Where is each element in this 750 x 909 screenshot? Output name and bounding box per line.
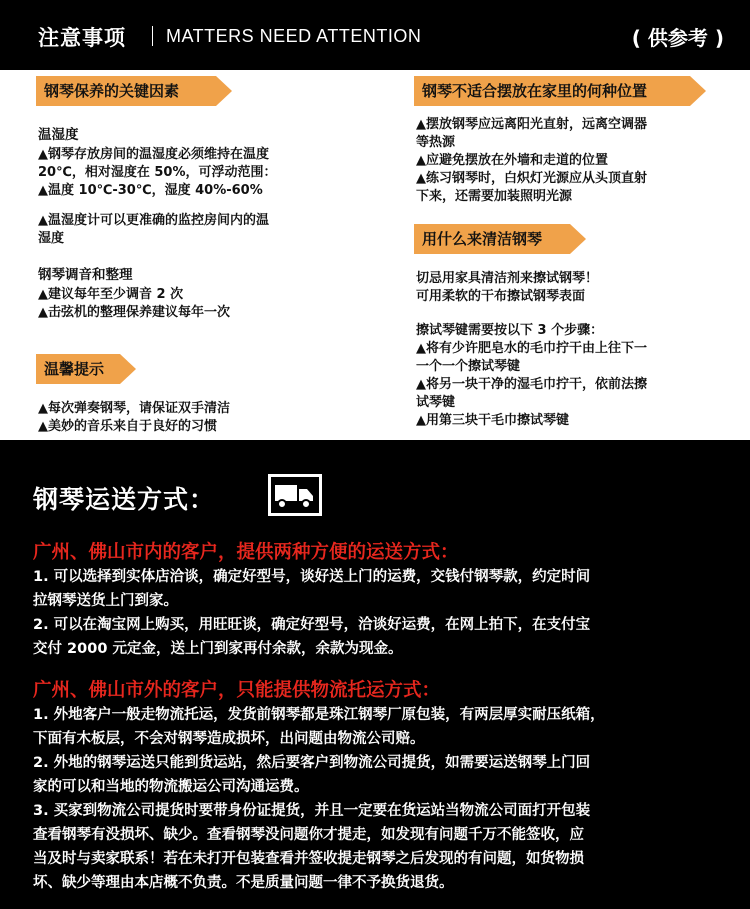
local-line: 交付 2000 元定金，送上门到家再付余款，余款为现金。	[33, 641, 403, 657]
meter-line: 湿度	[38, 231, 65, 246]
local-delivery-heading: 广州、佛山市内的客户，提供两种方便的运送方式：	[33, 542, 459, 563]
tag-cleaning: 用什么来清洁钢琴	[414, 224, 570, 254]
placement-line: ▲摆放钢琴应远离阳光直射，远离空调器	[416, 117, 647, 132]
local-line: 拉钢琴送货上门到家。	[33, 593, 178, 609]
meter-text	[38, 212, 338, 248]
tag-key-factors: 钢琴保养的关键因素	[36, 76, 216, 106]
humidity-line: ▲温度 10℃-30℃，湿度 40%-60%	[38, 183, 263, 198]
tips-text	[38, 400, 338, 436]
tuning-line: ▲建议每年至少调音 2 次	[38, 287, 184, 302]
truck-icon	[268, 474, 322, 516]
steps-line: 擦试琴键需要按以下 3 个步骤：	[416, 323, 604, 338]
delivery-section	[0, 440, 750, 909]
local-line: 2. 可以在淘宝网上购买，用旺旺谈，确定好型号，洽谈好运费，在网上拍下，在支付宝	[33, 617, 591, 633]
header-title-zh: 注意事项	[38, 26, 126, 50]
placement-line: ▲练习钢琴时，白炽灯光源应从头顶直射	[416, 171, 647, 186]
remote-delivery-text	[33, 703, 723, 895]
humidity-line: 20℃，相对湿度在 50%，可浮动范围：	[38, 165, 277, 180]
header-title-en: MATTERS NEED ATTENTION	[166, 26, 422, 46]
cleaning-line: 切忌用家具清洁剂来擦试钢琴！	[416, 271, 599, 286]
meter-line: ▲温湿度计可以更准确的监控房间内的温	[38, 213, 269, 228]
steps-line: 一个一个擦试琴键	[416, 359, 521, 374]
steps-line: ▲将有少许肥皂水的毛巾拧干由上往下一	[416, 341, 647, 356]
steps-line: ▲将另一块干净的湿毛巾拧干，依前法擦	[416, 377, 647, 392]
local-line: 1. 可以选择到实体店洽谈，确定好型号，谈好送上门的运费，交钱付钢琴款，约定时间	[33, 569, 591, 585]
cleaning-text	[416, 270, 726, 306]
remote-line: 查看钢琴有没损坏、缺少。查看钢琴没问题你才提走，如发现有问题千万不能签收，应	[33, 827, 584, 843]
remote-line: 1. 外地客户一般走物流托运，发货前钢琴都是珠江钢琴厂原包装，有两层厚实耐压纸箱，	[33, 707, 605, 723]
remote-line: 3. 买家到物流公司提货时要带身份证提货，并且一定要在货运站当物流公司面打开包装	[33, 803, 591, 819]
remote-line: 下面有木板层，不会对钢琴造成损坏，出问题由物流公司赔。	[33, 731, 425, 747]
delivery-title: 钢琴运送方式：	[33, 485, 216, 514]
tuning-line: ▲击弦机的整理保养建议每年一次	[38, 305, 230, 320]
local-delivery-text	[33, 565, 723, 661]
remote-line: 2. 外地的钢琴运送只能到货运站，然后要客户到物流公司提货，如需要运送钢琴上门回	[33, 755, 591, 771]
header-divider	[152, 26, 153, 46]
remote-line: 家的可以和当地的物流搬运公司沟通运费。	[33, 779, 309, 795]
steps-text	[416, 322, 726, 430]
placement-line: 等热源	[416, 135, 456, 150]
steps-line: 试琴键	[416, 395, 456, 410]
tuning-title: 钢琴调音和整理	[38, 267, 133, 283]
remote-line: 坏、缺少等理由本店概不负责。不是质量问题一律不予换货退货。	[33, 875, 454, 891]
humidity-line: ▲钢琴存放房间的温湿度必须维持在温度	[38, 147, 269, 162]
tips-line: ▲每次弹奏钢琴，请保证双手清洁	[38, 401, 230, 416]
tag-placement: 钢琴不适合摆放在家里的何种位置	[414, 76, 690, 106]
remote-delivery-heading: 广州、佛山市外的客户，只能提供物流托运方式：	[33, 680, 441, 701]
cleaning-line: 可用柔软的干布擦试钢琴表面	[416, 289, 586, 304]
steps-line: ▲用第三块干毛巾擦试琴键	[416, 413, 569, 428]
remote-line: 当及时与卖家联系！若在未打开包装查看并签收提走钢琴之后发现的有问题，如货物损	[33, 851, 584, 867]
humidity-text	[38, 146, 338, 200]
header-bar	[0, 0, 750, 70]
tuning-text	[38, 286, 338, 322]
truck-icon-graphic	[271, 477, 319, 513]
placement-text	[416, 116, 726, 206]
care-panel	[0, 70, 750, 440]
humidity-title: 温湿度	[38, 127, 79, 143]
placement-line: ▲应避免摆放在外墙和走道的位置	[416, 153, 608, 168]
tips-line: ▲美妙的音乐来自于良好的习惯	[38, 419, 217, 434]
tag-tips: 温馨提示	[36, 354, 120, 384]
placement-line: 下来，还需要加装照明光源	[416, 189, 573, 204]
header-reference-note: ( 供参考 )	[631, 26, 724, 50]
